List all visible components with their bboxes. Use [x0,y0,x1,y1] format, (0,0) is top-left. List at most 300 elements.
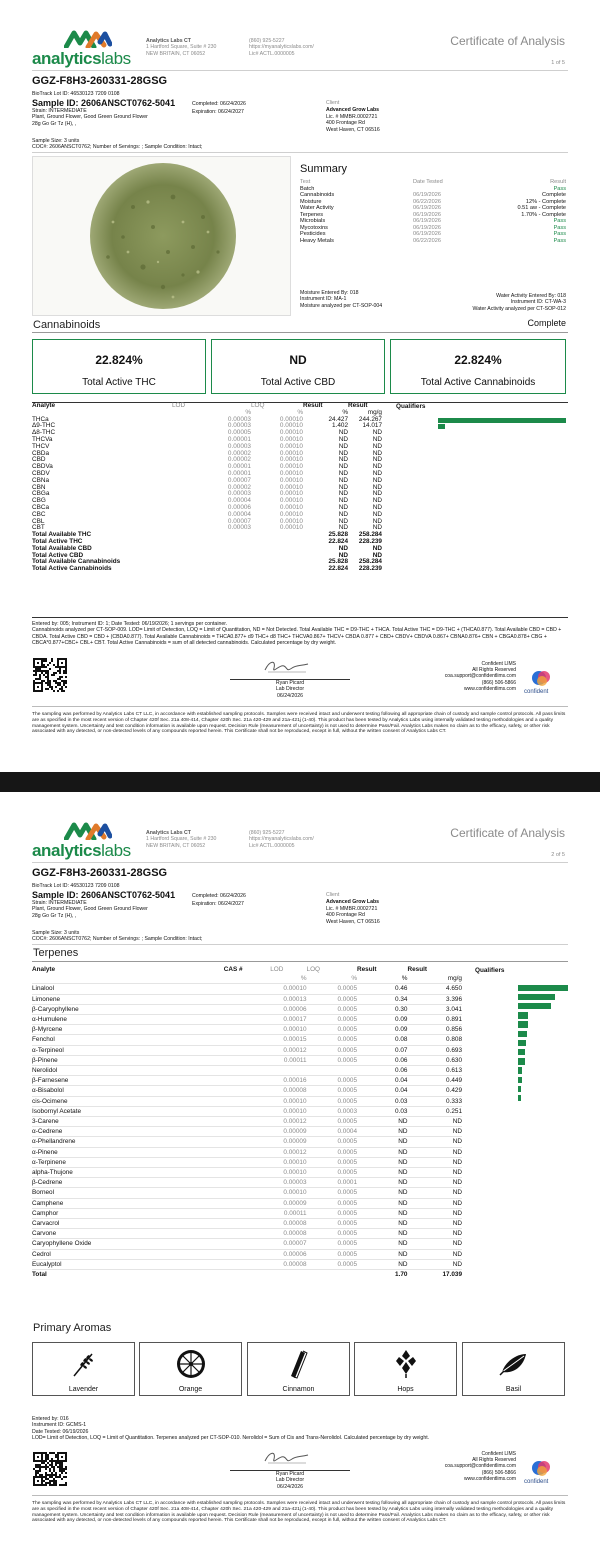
terpene-instrument: Instrument ID: GCMS-1 [32,1422,87,1429]
terpene-result-mg: 0.333 [407,1096,462,1106]
col-qualifiers: Qualifiers [475,967,505,974]
terpene-name: cis-Ocimene [32,1096,224,1106]
qualifier-bar [518,1067,522,1074]
terpene-cas [224,1127,270,1137]
table-row [32,519,382,526]
terpene-result-pct: 0.06 [357,1055,407,1065]
analyte-lod: 0.00002 [227,483,251,491]
qualifier-bar [518,985,568,992]
qualifier-bar [438,418,566,423]
terpene-result-pct: 0.04 [357,1076,407,1086]
signer-date: 06/24/2026 [277,1483,303,1490]
terpene-lod: 0.00009 [270,1198,306,1208]
confident-logo-text: confident [524,689,549,695]
terpene-result-mg: ND [407,1229,462,1239]
terpene-cas [224,1157,270,1167]
terpene-loq: 0.0005 [307,1147,357,1157]
col-lod: LOD [270,966,284,973]
total-result-pct: 22.824 [328,565,348,573]
terpene-method: LOD= Limit of Detection, LOQ = Limit of Quantitation. Terpenes analyzed per CT-SOP-010. Nerolidol = Sum of Cis and Trans-Nerolidol. Calculated percentage by dry weight. [32,1435,430,1442]
product-photo [32,156,291,316]
total-result-mg: 258.284 [358,531,382,539]
analyte-result-pct: ND [338,490,348,498]
analyte-result-pct: 1.402 [332,422,348,430]
summary-test: Microbials [300,218,326,224]
terpene-name: alpha-Thujone [32,1168,224,1178]
biotrack-id: BioTrack Lot ID: 46530123 7209 0108 [32,883,120,889]
table-row [32,1086,462,1096]
terpene-lod: 0.00016 [270,1076,306,1086]
analytics-labs-logo [32,30,142,68]
table-row [32,1045,462,1055]
summary-result: Pass [553,218,566,224]
terpenes-title: Terpenes [33,947,79,959]
terpene-loq: 0.0004 [307,1127,357,1137]
cannabinoids-rule [32,332,568,333]
moisture-instrument: Instrument ID: MA-1 [300,296,347,303]
total-name: Total Available CBD [32,544,92,552]
analyte-result-mg: ND [372,490,382,498]
terpene-lod: 0.00011 [270,1208,306,1218]
total-active-cbd-value: ND [289,353,307,367]
disclaimer-page-1: The sampling was performed by Analytics Labs CT LLC, in accordance with established sampling protocols. Samples were received intact and underwent testing following all appropriate chain of custody and sample control protocols. All pass limits are as specified in the most recent version of Chapter 420f Sec. 21a 408-414, Chapter 420h Sec. 21a 420-429 and 21a-421j (1-40). This product has been tested by Analytics Labs using internally validated testing methodologies and a quality management system. Uncertainty and test condition information is available upon request. Decision Rule (measurement of uncertainty) is not used to determine Pass/Fail. Analytics Labs makes no claim as to the efficacy, safety, or other risk associated with any detected, or non-detected levels of any compounds reported herein. This Certificate shall not be reproduced, except in full, without the written consent of Analytics Labs CT. [32,712,566,735]
analyte-loq: 0.00010 [279,517,303,525]
terpene-cas [224,1117,270,1127]
lims-web[interactable]: www.confidentlims.com [464,685,516,692]
analyte-loq: 0.00010 [279,449,303,457]
qualifier-bar [438,424,445,429]
analyte-name: CBL [32,517,45,525]
analyte-name: CBG [32,497,46,505]
terpene-result-mg: ND [407,1188,462,1198]
analyte-lod: 0.00002 [227,456,251,464]
col-lod: LOD [172,402,186,409]
summary-date: 06/19/2026 [413,218,441,224]
company-address-1: 1 Hartford Square, Suite # 230 [146,44,217,51]
terpene-cas [224,1096,270,1106]
terpene-result-mg: 0.449 [407,1076,462,1086]
analyte-lod: 0.00001 [227,435,251,443]
company-phone: (860) 925-5227 [249,830,285,836]
analyte-name: CBT [32,524,45,532]
analyte-loq: 0.00010 [279,483,303,491]
terpene-cas [224,1137,270,1147]
aroma-card-orange [139,1342,242,1396]
table-row [32,512,382,519]
table-row [32,464,382,471]
analyte-name: THCVa [32,435,53,443]
matrix: Plant, Ground Flower, Good Green Ground Flower [32,114,148,121]
terpene-loq: 0.0003 [307,1106,357,1116]
analyte-result-pct: 24.427 [328,415,348,423]
analyte-result-pct: ND [338,463,348,471]
aroma-card-hops [354,1342,457,1396]
terpene-loq: 0.0005 [307,1117,357,1127]
cannabinoids-title: Cannabinoids [33,319,101,331]
table-row [32,1249,462,1259]
terpene-result-mg: ND [407,1178,462,1188]
analyte-lod: 0.00007 [227,476,251,484]
lims-email[interactable]: coa.support@confidentlims.com [444,673,516,680]
table-row [32,437,382,444]
terpene-cas [224,1015,270,1025]
qr-code-page-2[interactable] [33,1452,67,1486]
basil-icon [498,1348,530,1380]
terpene-result-pct: ND [357,1249,407,1259]
terpene-loq: 0.0005 [307,1055,357,1065]
terpene-loq: 0.0001 [307,1178,357,1188]
terpene-lod: 0.00010 [270,1106,306,1116]
terpene-name: β-Pinene [32,1055,224,1065]
client-license: Lic. # MMBR.0002721 [326,113,378,120]
analyte-name: CBDV [32,469,50,477]
qualifier-bar [518,1040,526,1047]
aromas-title: Primary Aromas [33,1322,112,1334]
cannabinoid-notes: Entered by: 005; Instrument ID: 1; Date Tested: 06/19/2026; 1 servings per container. [32,621,228,627]
terpene-result-pct: 0.07 [357,1045,407,1055]
analyte-result-mg: 244.267 [358,415,382,423]
total-active-cannabinoids-value: 22.824% [454,353,502,367]
summary-date: 06/22/2026 [413,237,441,244]
company-url[interactable]: https://myanalyticslabs.com/ [249,44,314,51]
total-result-pct: ND [338,544,348,552]
analyte-lod: 0.00005 [227,429,251,437]
summary-date: 06/19/2026 [413,211,441,218]
terpene-cas [224,1219,270,1229]
summary-header-result: Result [550,179,566,185]
terpene-lod: 0.00008 [270,1229,306,1239]
qualifier-bar [518,1077,522,1084]
analyte-lod: 0.00003 [227,422,251,430]
signature-image [262,1447,312,1469]
terpene-lod: 0.00006 [270,1004,306,1014]
terpene-result-pct: 0.09 [357,1025,407,1035]
summary-date: 06/19/2026 [413,231,441,237]
aroma-name: Basil [505,1386,522,1393]
terpene-loq: 0.0005 [307,1239,357,1249]
analytics-labs-logo [32,822,142,860]
terpene-lod: 0.00010 [270,1025,306,1035]
table-row [32,498,382,505]
terpene-result-mg: ND [407,1208,462,1218]
table-row [32,485,382,492]
company-address-1: 1 Hartford Square, Suite # 230 [146,836,217,843]
terpene-name: α-Humulene [32,1015,224,1025]
analyte-result-mg: 14.017 [362,422,382,430]
terpene-name: Caryophyllene Oxide [32,1239,224,1249]
company-url[interactable]: https://myanalyticslabs.com/ [249,836,314,843]
client-city: West Haven, CT 06516 [326,126,380,133]
terpene-name: Camphene [32,1198,224,1208]
qualifier-bar [518,1095,521,1102]
biotrack-id: BioTrack Lot ID: 46530123 7209 0108 [32,91,120,97]
coc-line: COC#: 2606ANSCT0762; Number of Servings: ; Sample Condition: Intact; [32,144,203,150]
terpene-result-pct: ND [357,1188,407,1198]
confident-logo-text: confident [524,1479,549,1485]
summary-header-test: Test [300,179,311,185]
analyte-result-pct: ND [338,449,348,457]
terpene-name: β-Myrcene [32,1025,224,1035]
aroma-name: Orange [178,1386,203,1393]
table-row [32,1239,462,1249]
table-row [32,478,382,485]
disclaimer-page-2: The sampling was performed by Analytics Labs CT LLC, in accordance with established sampling protocols. Samples were received intact and underwent testing following all appropriate chain of custody and sample control protocols. All pass limits are as specified in the most recent version of Chapter 420f Sec. 21a 408-414, Chapter 420h Sec. 21a 420-429 and 21a-421j (1-40). This product has been tested by Analytics Labs using internally validated testing methodologies and a quality management system. Uncertainty and test condition information is available upon request. Decision Rule (measurement of uncertainty) is not used to determine Pass/Fail. Analytics Labs makes no claim as to the efficacy, safety, or other risk associated with any detected, or non-detected levels of any compounds reported herein. This Certificate shall not be reproduced, except in full, without the written consent of Analytics Labs CT. [32,1501,566,1524]
strain: Strain: INTERMEDIATE [32,108,87,114]
summary-date: 06/19/2026 [413,205,441,211]
terpene-name: Fenchol [32,1035,224,1045]
total-name: Total Available Cannabinoids [32,558,121,566]
summary-test: Cannabinoids [300,192,335,198]
terpene-result-mg: ND [407,1117,462,1127]
terpene-cas [224,984,270,994]
terpene-name: α-Bisabolol [32,1086,224,1096]
confident-logo-icon [531,1458,551,1478]
analyte-loq: 0.00010 [279,476,303,484]
expiration-date: Expiration: 06/24/2027 [192,901,244,907]
terpene-result-pct: ND [357,1259,407,1269]
analyte-result-mg: ND [372,435,382,443]
logo-mark-icon [64,30,112,48]
logo-word-bold: analytics [32,49,102,68]
aroma-card-basil [462,1342,565,1396]
terpene-cas [224,1076,270,1086]
col-loq: LOQ [306,966,321,973]
company-name: Analytics Labs CT [146,830,191,836]
total-active-thc-value: 22.824% [95,353,143,367]
table-row [32,430,382,437]
terpene-result-mg: 0.613 [407,1066,462,1076]
terpene-loq: 0.0005 [307,1045,357,1055]
terpene-loq: 0.0005 [307,1259,357,1269]
header-rule [32,862,568,863]
analyte-result-mg: ND [372,497,382,505]
analyte-loq: 0.00010 [279,510,303,518]
completed-date: Completed: 06/24/2026 [192,893,246,899]
terpene-loq: 0.0005 [307,1035,357,1045]
completed-date: Completed: 06/24/2026 [192,101,246,107]
table-row [32,1178,462,1188]
terpene-loq: 0.0005 [307,994,357,1004]
terpene-result-mg: ND [407,1239,462,1249]
analyte-name: CBC [32,510,46,518]
analyte-name: CBD [32,456,46,464]
lims-rights: All Rights Reserved [472,667,516,674]
expiration-date: Expiration: 06/24/2027 [192,109,244,115]
terpene-loq: 0.0005 [307,984,357,994]
aroma-name: Hops [397,1386,414,1393]
analyte-name: Δ9-THC [32,422,56,430]
client-label: Client [326,100,340,106]
terpene-cas [224,1086,270,1096]
terpene-result-pct: 0.46 [357,984,407,994]
summary-result: Pass [553,231,566,237]
col-result-mg: Result [407,966,427,973]
client-label: Client [326,892,340,898]
qualifier-bar [518,1058,525,1065]
analyte-result-mg: ND [372,476,382,484]
total-row [32,566,382,573]
analyte-loq: 0.00010 [279,497,303,505]
qualifier-bar [518,994,555,1001]
analyte-name: THCa [32,415,49,423]
client-license: Lic. # MMBR.0002721 [326,905,378,912]
analyte-result-pct: ND [338,497,348,505]
terpene-name: Carvone [32,1229,224,1239]
total-result-mg: ND [372,544,382,552]
sample-id: Sample ID: 2606ANSCT0762-5041 [32,98,176,108]
sample-size: Sample Size: 3 units [32,138,80,144]
cinnamon-icon [283,1348,315,1380]
analyte-name: CBDa [32,449,50,457]
cannabinoids-status: Complete [527,318,566,328]
qr-code-page-1[interactable] [33,658,67,692]
qualifier-bar [518,1021,528,1028]
terpene-lod: 0.00010 [270,1188,306,1198]
terpene-loq: 0.0005 [307,1168,357,1178]
summary-test: Pesticides [300,231,326,237]
analyte-loq: 0.00010 [279,435,303,443]
table-row [32,444,382,451]
summary-result: Complete [542,192,566,198]
terpene-cas [224,1168,270,1178]
unit-loq: % [307,974,357,984]
terpene-cas [224,1229,270,1239]
summary-test: Batch [300,185,315,192]
total-active-cbd-label: Total Active CBD [260,377,336,388]
terpene-result-pct: ND [357,1147,407,1157]
analyte-result-pct: ND [338,503,348,511]
terpene-result-mg: 3.396 [407,994,462,1004]
analyte-lod: 0.00004 [227,497,251,505]
client-city: West Haven, CT 06516 [326,918,380,925]
summary-table [300,179,566,244]
terpene-lod: 0.00012 [270,1117,306,1127]
page-number: 1 of 5 [551,60,565,66]
total-result-pct: 22.824 [328,537,348,545]
sample-main-id: GGZ-F8H3-260331-28GSG [32,75,168,87]
table-row [32,994,462,1004]
analyte-loq: 0.00010 [279,429,303,437]
terpene-loq [307,1066,357,1076]
terpene-name: Eucalyptol [32,1259,224,1269]
analyte-lod: 0.00007 [227,517,251,525]
analyte-result-mg: ND [372,442,382,450]
total-name: Total Active CBD [32,551,84,559]
company-address-2: NEW BRITAIN, CT 06052 [146,50,206,57]
unit-lod: % [245,408,251,416]
col-result-mg: Result [348,402,368,409]
total-result-mg: 228.239 [358,565,382,573]
terpene-result-pct: ND [357,1198,407,1208]
terpene-cas [224,1035,270,1045]
analyte-loq: 0.00010 [279,442,303,450]
col-analyte: Analyte [32,966,56,973]
col-qualifiers: Qualifiers [396,403,426,410]
analyte-name: THCV [32,442,50,450]
header-rule [32,70,568,71]
wa-entered: Water Activity Entered By: 018 [496,293,566,299]
summary-header-date: Date Tested [413,179,443,185]
table-row [32,1147,462,1157]
aroma-card-lavender [32,1342,135,1396]
terpene-result-mg: ND [407,1147,462,1157]
client-street: 400 Frontage Rd [326,912,365,919]
client-name: Advanced Grow Labs [326,107,380,114]
package-name: 28g Go Gr Tz (H), , [32,120,77,127]
total-active-cbd-box [211,339,385,394]
terpene-result-pct: ND [357,1219,407,1229]
terpene-name: Linalool [32,984,224,994]
table-row [32,1188,462,1198]
terpene-loq: 0.0005 [307,1096,357,1106]
terpene-result-mg: 0.251 [407,1106,462,1116]
table-row [32,451,382,458]
terpene-result-pct: ND [357,1127,407,1137]
client-street: 400 Frontage Rd [326,120,365,127]
analyte-lod: 0.00001 [227,469,251,477]
signature-image [262,656,312,678]
lims-name: Confident LIMS [481,661,516,667]
terpene-name: α-Phellandrene [32,1137,224,1147]
terpene-entered: Entered by: 016 [32,1416,69,1422]
terpene-cas [224,1147,270,1157]
terpene-cas [224,1198,270,1208]
table-row [32,491,382,498]
matrix: Plant, Ground Flower, Good Green Ground Flower [32,906,148,913]
table-row [32,1004,462,1014]
table-row [32,505,382,512]
logo-word-bold: analytics [32,841,102,860]
table-row [32,1096,462,1106]
analyte-result-pct: ND [338,442,348,450]
analyte-result-mg: ND [372,483,382,491]
analyte-result-pct: ND [338,483,348,491]
table-row [32,1055,462,1065]
terpene-loq: 0.0005 [307,1208,357,1218]
logo-word-light: labs [101,841,131,860]
summary-result: Pass [553,224,566,231]
unit-result-mg: mg/g [367,408,382,416]
summary-test: Terpenes [300,211,324,218]
terpene-result-pct: 0.03 [357,1096,407,1106]
orange-icon [175,1348,207,1380]
lims-email[interactable]: coa.support@confidentlims.com [444,1463,516,1470]
terpene-lod: 0.00010 [270,1096,306,1106]
total-result-pct: ND [338,551,348,559]
terpene-result-mg: ND [407,1249,462,1259]
terpene-lod [270,1066,306,1076]
terpene-name: 3-Carene [32,1117,224,1127]
analyte-loq: 0.00010 [279,503,303,511]
strain: Strain: INTERMEDIATE [32,900,87,906]
total-active-thc-box [32,339,206,394]
lavender-icon [68,1348,100,1380]
terpene-loq: 0.0005 [307,1086,357,1096]
qualifier-bar [518,1012,528,1019]
col-result-pct: Result [357,966,377,973]
terpene-name: β-Caryophyllene [32,1004,224,1014]
lims-web[interactable]: www.confidentlims.com [464,1475,516,1482]
analyte-lod: 0.00002 [227,449,251,457]
lims-name: Confident LIMS [481,1451,516,1457]
analyte-result-mg: ND [372,517,382,525]
page-separator [0,772,600,792]
analyte-loq: 0.00010 [279,463,303,471]
sample-rule [32,152,568,153]
table-row [32,457,382,464]
terpene-result-pct: ND [357,1178,407,1188]
terpene-result-mg: ND [407,1198,462,1208]
